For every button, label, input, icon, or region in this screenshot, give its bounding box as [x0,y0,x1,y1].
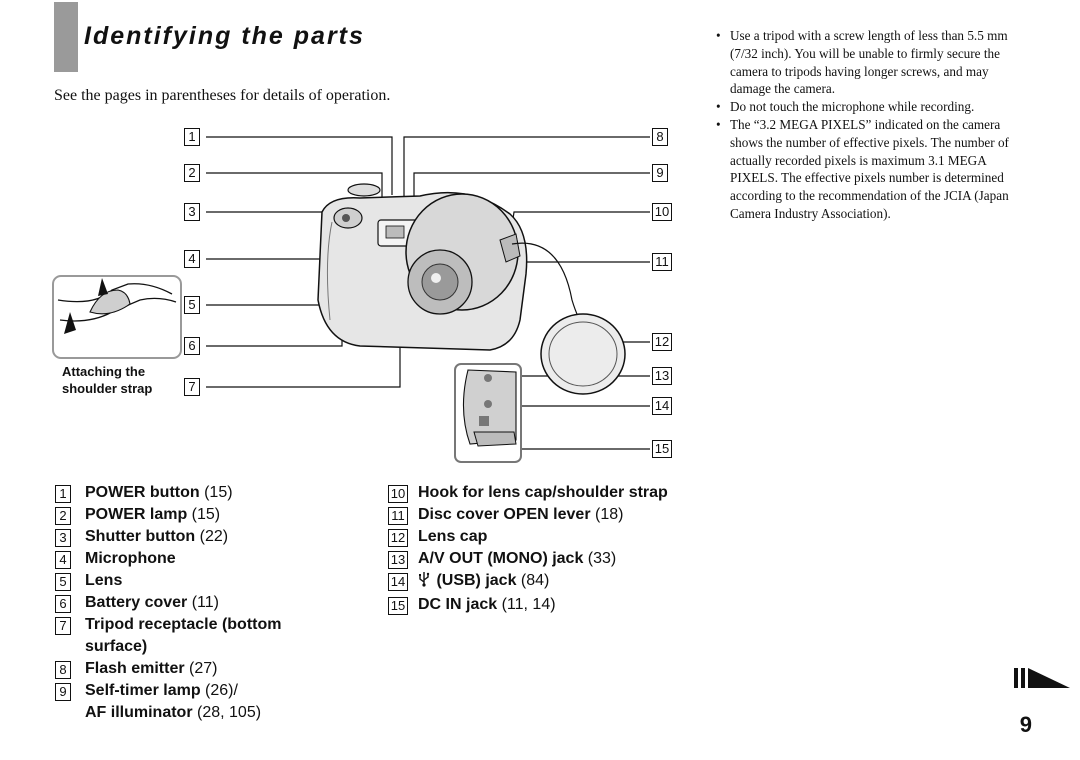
legend-item [55,548,355,570]
legend-item [388,482,718,504]
callout-5: 5 [184,296,200,314]
legend-name: Microphone [85,550,176,567]
note-item: • The “3.2 MEGA PIXELS” indicated on the camera shows the number of effective pixels. The number of actually recorded pixels is maximum 3.1 MEGA PIXELS. The effective pixels number is determined according to the recommendation of the JCIA (Japan Camera Industry Association). [714,116,1014,223]
note-item: • Do not touch the microphone while recording. [714,98,1014,116]
legend-num: 7 [55,617,71,635]
callout-6: 6 [184,337,200,355]
callout-3: 3 [184,203,200,221]
strap-caption-line-1: Attaching the [62,364,146,379]
legend-num: 1 [55,485,71,503]
callout-11: 11 [652,253,672,271]
legend-ref: (22) [195,528,229,545]
page-title: Identifying the parts [84,22,365,50]
callout-1: 1 [184,128,200,146]
legend-name: DC IN jack [418,596,498,613]
intro-text: See the pages in parentheses for details of operation. [54,87,391,104]
legend-name: Lens cap [418,528,488,545]
callout-4: 4 [184,250,200,268]
legend-ref: (84) [516,572,550,589]
legend-item [388,594,718,616]
legend-ref: (27) [184,660,218,677]
legend-num: 10 [388,485,408,503]
legend-num: 12 [388,529,408,547]
legend-item [55,570,355,592]
usb-icon [418,571,432,594]
legend-item [55,614,355,636]
page-number: 9 [1019,712,1032,737]
legend-item [55,482,355,504]
callout-13: 13 [652,367,672,385]
callout-8: 8 [652,128,668,146]
legend-name: Lens [85,572,123,589]
legend-name: POWER button [85,484,200,501]
continue-arrow-icon [1014,666,1072,690]
legend-ref: (15) [187,506,221,523]
legend-num: 15 [388,597,408,615]
legend-item [55,526,355,548]
legend-left [55,482,355,724]
legend-num: 8 [55,661,71,679]
legend-item [388,526,718,548]
callout-15: 15 [652,440,672,458]
callout-9: 9 [652,164,668,182]
legend-num: 13 [388,551,408,569]
legend-ref: (28, 105) [192,704,262,721]
legend-name: POWER lamp [85,506,188,523]
strap-caption-line-2: shoulder strap [62,381,153,396]
legend-num: 14 [388,573,408,591]
legend-ref: (18) [590,506,624,523]
jack-panel-inset [455,364,521,462]
legend-name: Disc cover OPEN lever [418,506,591,523]
legend-name: Flash emitter [85,660,185,677]
legend-num: 9 [55,683,71,701]
legend-name: Tripod receptacle (bottom [85,616,282,633]
legend-num: 4 [55,551,71,569]
legend-right [388,482,718,616]
legend-name: Self-timer lamp [85,682,201,699]
legend-name: Shutter button [85,528,196,545]
legend-item-continued [55,636,355,658]
note-item: • Use a tripod with a screw length of less than 5.5 mm (7/32 inch). You will be unable to firmly secure the camera to tripods having longer screws, and may damage the camera. [714,27,1014,98]
callout-14: 14 [652,397,672,415]
legend-name: A/V OUT (MONO) jack [418,550,584,567]
legend-ref: (15) [199,484,233,501]
notes-list [714,27,1014,223]
legend-item [388,570,718,594]
legend-item [388,548,718,570]
callout-7: 7 [184,378,200,396]
legend-ref: (11) [187,594,219,611]
strap-caption [62,363,152,397]
legend-item [55,680,355,702]
legend-item [388,504,718,526]
legend-ref: (33) [583,550,617,567]
legend-ref: (11, 14) [497,596,556,613]
callout-12: 12 [652,333,672,351]
legend-item [55,592,355,614]
legend-name: (USB) jack [432,572,517,589]
legend-num: 11 [388,507,408,525]
legend-item-continued [55,702,355,724]
shoulder-strap-inset [53,276,181,358]
legend-name: surface) [85,638,148,655]
legend-name: Battery cover [85,594,188,611]
legend-name: Hook for lens cap/shoulder strap [418,484,668,501]
legend-num: 2 [55,507,71,525]
legend-name: AF illuminator [85,704,193,721]
legend-num: 6 [55,595,71,613]
callout-10: 10 [652,203,672,221]
camera-body [318,184,625,394]
legend-ref: (26)/ [200,682,238,699]
legend-num: 3 [55,529,71,547]
legend-item [55,658,355,680]
legend-item [55,504,355,526]
legend-num: 5 [55,573,71,591]
callout-2: 2 [184,164,200,182]
